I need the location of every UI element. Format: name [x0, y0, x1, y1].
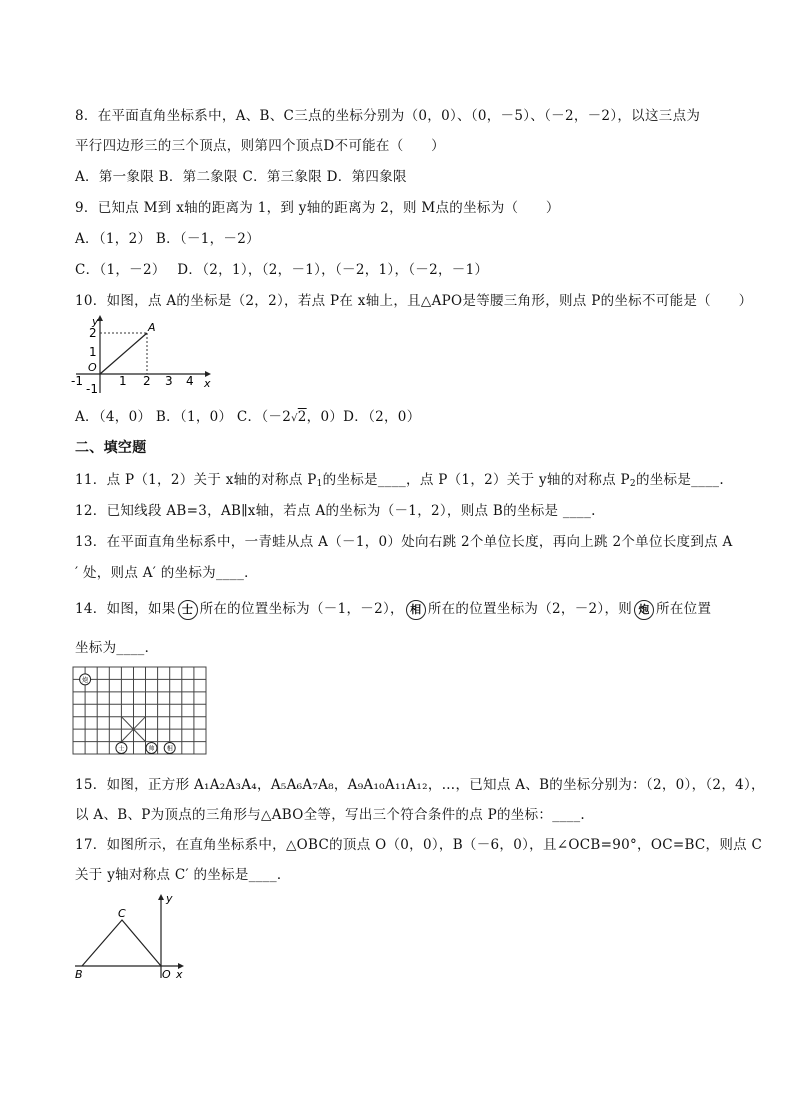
q17-label-C: C	[118, 907, 126, 920]
q10-xtick-3: 3	[165, 374, 173, 388]
svg-text:相: 相	[166, 745, 173, 753]
q10-xtick-neg1: -1	[71, 374, 83, 388]
section-heading-fill-blank: 二、填空题	[75, 440, 147, 456]
q11: 11．点 P（1，2）关于 x轴的对称点 $P_1$的坐标是____，点 P（1，2）关于 y轴的对称点 $P_2$的坐标是____.	[75, 472, 724, 489]
chess-piece-xiang: 相	[406, 600, 426, 620]
q17-label-x: x	[176, 968, 183, 980]
q12: 12．已知线段 AB=3，AB∥x轴，若点 A的坐标为（－1，2），则点 B的坐标是 ____.	[75, 503, 596, 519]
q9-options2: C．（1，－2） D．（2，1），（2，－1），（－2，1），（－2，－1）	[75, 262, 489, 278]
q10-line1: 10．如图，点 A的坐标是（2，2），若点 P在 x轴上，且△APO是等腰三角形，则点 P的坐标不可能是（ ）	[75, 293, 753, 309]
chess-piece-shi: 士	[178, 600, 198, 620]
q13-line1: 13．在平面直角坐标系中，一青蛙从点 A（－1，0）处向右跳 2个单位长度，再向上跳 2个单位长度到点 A	[75, 534, 733, 550]
q8-line1: 8．在平面直角坐标系中，A、B、C三点的坐标分别为（0，0）、（0，－5）、（－2，－2），以这三点为	[75, 108, 701, 124]
q17-label-O: O	[162, 968, 171, 980]
q17-label-B: B	[75, 968, 83, 980]
q8-line2: 平行四边形三的三个顶点，则第四个顶点D不可能在（ ）	[75, 138, 445, 154]
q9-options1: A．（1，2） B．（－1，－2）	[75, 231, 260, 247]
board-piece-shi	[116, 743, 127, 754]
svg-text:士: 士	[118, 745, 125, 753]
board-piece-pao	[80, 674, 91, 685]
q10-xtick-4: 4	[186, 374, 194, 388]
q10-point-A: A	[148, 321, 156, 334]
q14-line2: 坐标为____．	[75, 640, 159, 656]
svg-text:炮: 炮	[82, 676, 89, 684]
q9-line1: 9．已知点 M到 x轴的距离为 1，到 y轴的距离为 2，则 M点的坐标为（ ）	[75, 200, 560, 216]
q17-line2: 关于 y轴对称点 C′ 的坐标是____．	[75, 867, 291, 883]
board-piece-shuai	[146, 743, 157, 754]
q8-options: A．第一象限 B．第二象限 C．第三象限 D．第四象限	[75, 169, 407, 185]
q10-coordinate-figure	[68, 313, 213, 398]
q10-origin: O	[88, 361, 97, 374]
board-piece-xiang	[164, 743, 175, 754]
q10-ytick-2: 2	[89, 326, 97, 340]
q10-ytick-neg1: -1	[86, 382, 98, 396]
q17-line1: 17．如图所示，在直角坐标系中，△OBC的顶点 O（0，0），B（－6，0），且∠OCB=90°，OC=BC，则点 C	[75, 837, 763, 853]
q15-line1: 15．如图，正方形 A₁A₂A₃A₄，A₅A₆A₇A₈，A₉A₁₀A₁₁A₁₂，…，已知点 A、B的坐标分别为：（2，0），（2，4），	[75, 777, 765, 793]
q15-line2: 以 A、B、P为顶点的三角形与△ABO全等，写出三个符合条件的点 P的坐标：____.	[75, 807, 585, 823]
q10-x-label: x	[204, 377, 211, 390]
q17-triangle-figure	[70, 890, 195, 980]
q14-line1: 14．如图，如果 士 所在的位置坐标为（－1，－2）， 相 所在的位置坐标为（2，－2），则 炮 所在位置	[75, 597, 711, 620]
q17-label-y: y	[166, 892, 173, 905]
q10-y-label: y	[92, 315, 99, 328]
chess-piece-pao: 炮	[634, 600, 654, 620]
q10-options: A．（4，0） B．（1，0） C．（－2√2，0）D．（2，0）	[75, 409, 421, 425]
q13-line2: ′ 处，则点 A′ 的坐标为____．	[75, 565, 258, 581]
chess-board-figure	[70, 664, 210, 758]
q10-xtick-1: 1	[119, 374, 127, 388]
svg-text:帅: 帅	[148, 745, 155, 753]
q10-ytick-1: 1	[89, 345, 97, 359]
q10-xtick-2: 2	[143, 374, 151, 388]
